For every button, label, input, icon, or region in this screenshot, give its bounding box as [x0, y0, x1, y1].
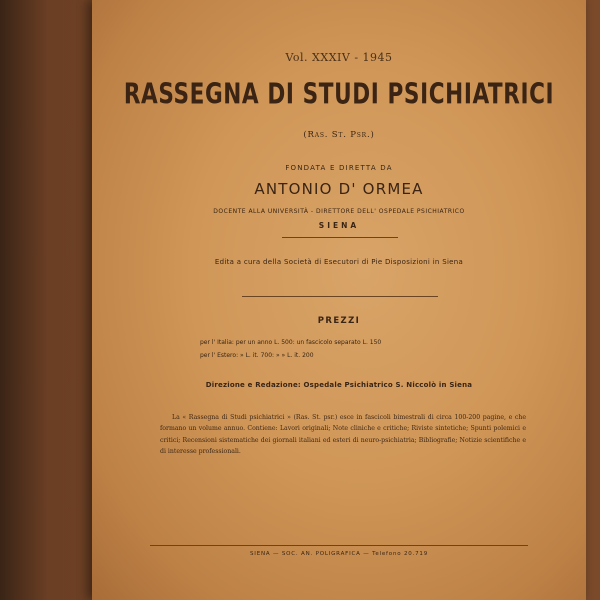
divider-footer: [150, 545, 528, 546]
divider-prices: [242, 296, 438, 297]
publisher-line: Edita a cura della Società di Esecutori di Pie Disposizioni in Siena: [214, 258, 464, 266]
printer-footer: SIENA — SOC. AN. POLIGRAFICA — Telefono 20.719: [250, 551, 428, 557]
journal-title: RASSEGNA DI STUDI PSICHIATRICI: [123, 77, 555, 111]
editor-name: ANTONIO D' ORMEA: [254, 180, 424, 198]
journal-abbreviation: (Ras. St. Psr.): [303, 130, 375, 140]
price-row-italy: per l' Italia: per un anno L. 500: un fascicolo separato L. 150: [200, 339, 382, 346]
prices-heading: PREZZI: [317, 316, 361, 326]
editor-city: SIENA: [318, 221, 360, 230]
price-row-abroad: per l' Estero: » L. it. 700: » » L. it. 200: [200, 352, 314, 359]
editor-role: DOCENTE ALLA UNIVERSITÀ - DIRETTORE DELL' OSPEDALE PSICHIATRICO: [213, 208, 465, 215]
founded-by-label: FONDATA E DIRETTA DA: [285, 164, 393, 172]
journal-cover-page: [92, 0, 586, 600]
direction-address: Direzione e Redazione: Ospedale Psichiatrico S. Niccolò in Siena: [205, 381, 473, 389]
divider-short: [282, 237, 398, 238]
journal-description: La « Rassegna di Studi psichiatrici » (Ras. St. psr.) esce in fascicoli bimestrali di circa 100-200 pagine, e che formano un volume annuo. Contiene: Lavori originali; Note cliniche e critiche; Riviste sintetiche; Spunti polemici e critici; Recensioni sistematiche dei giornali italiani ed esteri di neuro-psichiatria; Bibliografie; Notizie scientifiche e di interesse professionali.: [160, 414, 526, 456]
volume-label: Vol. XXXIV - 1945: [285, 51, 393, 64]
